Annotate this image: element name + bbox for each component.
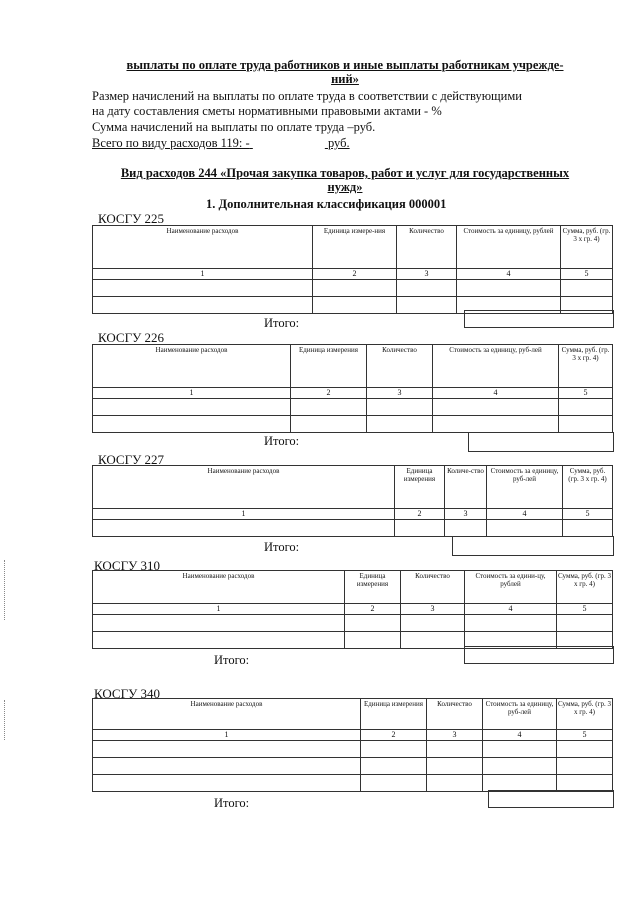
para1-line2: на дату составления сметы нормативными правовыми актами - % xyxy=(92,104,442,118)
col-number: 5 xyxy=(557,604,613,615)
total-unit: руб. xyxy=(327,136,350,150)
col-price-header: Стоимость за единицу, руб-лей xyxy=(487,466,563,509)
col-number: 4 xyxy=(465,604,557,615)
col-price-header: Стоимость за единицу, руб-лей xyxy=(433,345,559,388)
col-number: 4 xyxy=(483,730,557,741)
total-by-type-119 xyxy=(92,136,350,150)
table-row xyxy=(93,416,613,433)
table-row xyxy=(93,615,613,632)
kosgu-227-table xyxy=(92,465,613,537)
col-number: 3 xyxy=(427,730,483,741)
col-number: 3 xyxy=(367,388,433,399)
col-number: 4 xyxy=(457,269,561,280)
col-name-header: Наименование расходов xyxy=(93,699,361,730)
col-price-header: Стоимость за едини-цу, рублей xyxy=(465,571,557,604)
table-header-row xyxy=(93,345,613,388)
kosgu-340-itogo-box xyxy=(488,790,614,808)
col-unit-header: Единица измерения xyxy=(395,466,445,509)
col-sum-header: Сумма, руб. (гр. 3 х гр. 4) xyxy=(557,699,613,730)
col-sum-header: Сумма, руб. (гр. 3 х гр. 4) xyxy=(563,466,613,509)
col-qty-header: Количество xyxy=(367,345,433,388)
total-label: Всего по виду расходов 119: - xyxy=(92,136,250,150)
col-number: 2 xyxy=(361,730,427,741)
col-name-header: Наименование расходов xyxy=(93,571,345,604)
col-number: 2 xyxy=(345,604,401,615)
table-row xyxy=(93,775,613,792)
kosgu-227-itogo-box xyxy=(452,536,614,556)
table-number-row xyxy=(93,269,613,280)
kosgu-227-label: КОСГУ 227 xyxy=(98,452,165,467)
table-row xyxy=(93,520,613,537)
col-sum-header: Сумма, руб. (гр. 3 х гр. 4) xyxy=(561,226,613,269)
col-number: 1 xyxy=(93,388,291,399)
para1-line1: Размер начислений на выплаты по оплате труда в соответствии с действующими xyxy=(92,89,522,103)
kosgu-226-table xyxy=(92,344,613,433)
col-number: 1 xyxy=(93,730,361,741)
col-number: 2 xyxy=(395,509,445,520)
scan-edge-mark xyxy=(4,700,8,740)
col-qty-header: Количество xyxy=(401,571,465,604)
table-row xyxy=(93,758,613,775)
kosgu-225-table xyxy=(92,225,613,314)
col-number: 3 xyxy=(445,509,487,520)
col-number: 1 xyxy=(93,269,313,280)
col-qty-header: Количе-ство xyxy=(445,466,487,509)
table-number-row xyxy=(93,509,613,520)
col-qty-header: Количество xyxy=(427,699,483,730)
col-number: 4 xyxy=(433,388,559,399)
col-number: 2 xyxy=(291,388,367,399)
table-number-row xyxy=(93,604,613,615)
table-header-row xyxy=(93,699,613,730)
col-number: 2 xyxy=(313,269,397,280)
header-title-line1: выплаты по оплате труда работников и иные выплаты работникам учрежде- xyxy=(126,58,564,72)
col-number: 3 xyxy=(397,269,457,280)
table-header-row xyxy=(93,571,613,604)
kosgu-340-table xyxy=(92,698,613,792)
table-header-row xyxy=(93,226,613,269)
kosgu-340-label: КОСГУ 340 xyxy=(94,686,161,701)
col-number: 3 xyxy=(401,604,465,615)
header-title-line2: ний» xyxy=(331,72,359,86)
table-number-row xyxy=(93,730,613,741)
kosgu-310-label: КОСГУ 310 xyxy=(94,558,161,573)
table-header-row xyxy=(93,466,613,509)
table-number-row xyxy=(93,388,613,399)
col-number: 1 xyxy=(93,509,395,520)
col-unit-header: Единица измерения xyxy=(361,699,427,730)
kosgu-227-itogo: Итого: xyxy=(264,540,300,554)
kosgu-225-itogo-box xyxy=(464,310,614,328)
col-sum-header: Сумма, руб. (гр. 3 х гр. 4) xyxy=(557,571,613,604)
col-qty-header: Количество xyxy=(397,226,457,269)
scan-edge-mark xyxy=(4,560,8,620)
table-row xyxy=(93,741,613,758)
col-number: 5 xyxy=(561,269,613,280)
table-row xyxy=(93,399,613,416)
kosgu-310-itogo: Итого: xyxy=(214,653,250,667)
col-number: 5 xyxy=(563,509,613,520)
section-title-line1: Вид расходов 244 «Прочая закупка товаров, работ и услуг для государственных xyxy=(120,166,570,180)
col-name-header: Наименование расходов xyxy=(93,226,313,269)
para2: Сумма начислений на выплаты по оплате труда –руб. xyxy=(92,120,376,134)
kosgu-225-label: КОСГУ 225 xyxy=(98,211,165,226)
kosgu-340-itogo: Итого: xyxy=(214,796,250,810)
kosgu-226-itogo-box xyxy=(468,432,614,452)
col-unit-header: Единица измере-ния xyxy=(313,226,397,269)
kosgu-226-itogo: Итого: xyxy=(264,434,300,448)
kosgu-310-table xyxy=(92,570,613,649)
col-number: 4 xyxy=(487,509,563,520)
table-row xyxy=(93,280,613,297)
section-subtitle: 1. Дополнительная классификация 000001 xyxy=(206,197,447,211)
col-price-header: Стоимость за единицу, рублей xyxy=(457,226,561,269)
col-number: 1 xyxy=(93,604,345,615)
col-unit-header: Единица измерения xyxy=(291,345,367,388)
kosgu-225-itogo: Итого: xyxy=(264,316,300,330)
kosgu-310-itogo-box xyxy=(464,646,614,664)
col-number: 5 xyxy=(559,388,613,399)
col-unit-header: Единица измерения xyxy=(345,571,401,604)
col-name-header: Наименование расходов xyxy=(93,466,395,509)
section-title-line2: нужд» xyxy=(327,180,363,194)
col-name-header: Наименование расходов xyxy=(93,345,291,388)
kosgu-226-label: КОСГУ 226 xyxy=(98,330,165,345)
col-sum-header: Сумма, руб. (гр. 3 х гр. 4) xyxy=(559,345,613,388)
col-price-header: Стоимость за единицу, руб-лей xyxy=(483,699,557,730)
col-number: 5 xyxy=(557,730,613,741)
